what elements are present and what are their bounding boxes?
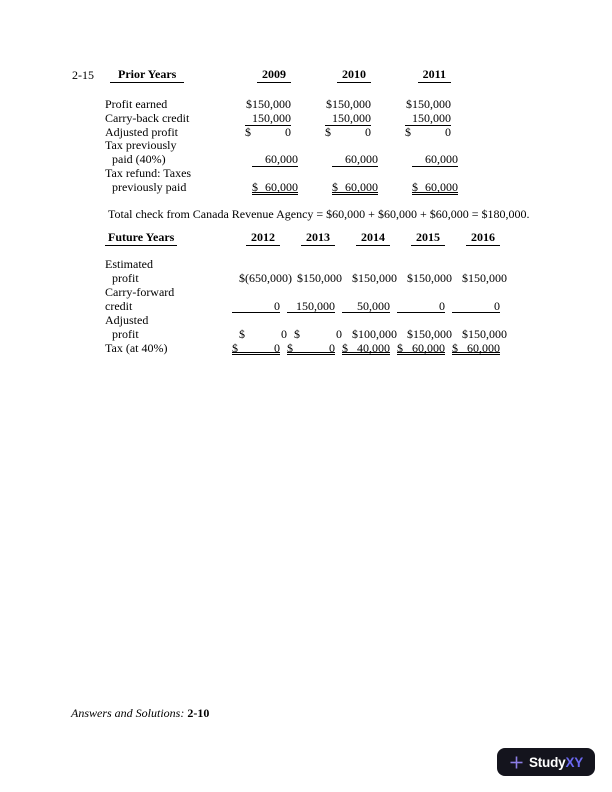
value-cell — [287, 341, 335, 355]
year-column-header — [287, 230, 335, 246]
year-label: 2016 — [466, 230, 500, 246]
table-row — [105, 139, 458, 153]
amount: 0 — [445, 124, 451, 139]
year-label: 2012 — [246, 230, 280, 246]
amount: 40,000 — [357, 341, 390, 355]
year-label: 2015 — [411, 230, 445, 246]
footer-page-ref: 2-10 — [187, 706, 210, 720]
value-cell: 60,000 — [412, 153, 458, 167]
table-row — [105, 327, 507, 341]
value-cell: 0 — [232, 299, 280, 313]
table-row — [105, 167, 458, 181]
value-cell: $150,000 — [297, 271, 342, 285]
row-label: Profit earned — [105, 97, 168, 111]
row-label: Tax previously — [105, 138, 177, 153]
value-cell: $150,000 — [326, 97, 371, 111]
dollar-sign: $ — [294, 327, 300, 341]
value-cell: $150,000 — [407, 271, 452, 285]
amount: 60,000 — [425, 179, 458, 194]
value-cell — [405, 126, 451, 140]
table-row — [105, 98, 458, 112]
value-cell — [397, 341, 445, 355]
value-cell: $150,000 — [406, 97, 451, 111]
dollar-sign: $ — [397, 341, 403, 355]
value-cell — [294, 327, 342, 341]
amount: 60,000 — [345, 179, 378, 194]
page-footer-note — [71, 706, 209, 720]
row-label: previously paid — [112, 179, 187, 194]
value-cell: 0 — [397, 299, 445, 313]
row-label: Adjusted profit — [105, 124, 178, 139]
footer-label: Answers and Solutions: — [71, 706, 185, 720]
year-column-header — [232, 230, 280, 246]
value-cell — [239, 327, 287, 341]
table-row — [105, 153, 458, 167]
row-label: Estimated — [105, 257, 153, 271]
value-cell — [245, 126, 291, 140]
table-row — [105, 313, 507, 327]
value-cell: $(650,000) — [239, 271, 292, 285]
value-cell: 60,000 — [252, 153, 298, 167]
year-label: 2014 — [356, 230, 390, 246]
table-row — [105, 341, 507, 355]
table-row — [105, 299, 507, 313]
row-label: Carry-back credit — [105, 110, 190, 125]
total-check-note: Total check from Canada Revenue Agency = $60,000 + $60,000 + $60,000 = $180,000. — [108, 207, 530, 221]
logo-wordmark — [529, 755, 583, 770]
year-column-header — [245, 67, 291, 83]
value-cell: $150,000 — [352, 271, 397, 285]
row-label: Adjusted — [105, 313, 149, 327]
value-cell — [325, 126, 371, 140]
dollar-sign: $ — [232, 341, 238, 355]
value-cell: 60,000 — [332, 153, 378, 167]
amount: 0 — [365, 124, 371, 139]
amount: 0 — [281, 327, 287, 341]
dollar-sign: $ — [325, 124, 331, 139]
year-column-header — [452, 230, 500, 246]
value-cell: $150,000 — [407, 327, 452, 341]
amount: 0 — [329, 341, 335, 355]
table-title: Prior Years — [110, 67, 184, 83]
year-column-header — [325, 67, 371, 83]
problem-number: 2-15 — [72, 68, 94, 82]
year-label: 2009 — [257, 67, 291, 83]
prior-years-table-header — [105, 67, 458, 83]
value-cell — [332, 181, 378, 195]
amount: 60,000 — [265, 179, 298, 194]
value-cell — [412, 181, 458, 195]
dollar-sign: $ — [405, 124, 411, 139]
logo-word-accent: XY — [565, 754, 584, 770]
value-cell: 50,000 — [342, 299, 390, 313]
year-label: 2013 — [301, 230, 335, 246]
row-label: Tax (at 40%) — [105, 341, 168, 355]
amount: 60,000 — [467, 341, 500, 355]
table-row — [105, 126, 458, 140]
year-column-header — [397, 230, 445, 246]
row-label: profit — [112, 271, 139, 285]
value-cell: 150,000 — [325, 112, 371, 126]
row-label: Tax refund: Taxes — [105, 165, 192, 180]
value-cell: 0 — [452, 299, 500, 313]
plus-icon — [509, 755, 524, 770]
year-column-header — [342, 230, 390, 246]
dollar-sign: $ — [287, 341, 293, 355]
dollar-sign: $ — [342, 341, 348, 355]
dollar-sign: $ — [332, 179, 338, 194]
value-cell: 150,000 — [245, 112, 291, 126]
prior-years-table-body — [105, 98, 458, 195]
table-row — [105, 285, 507, 299]
dollar-sign: $ — [412, 179, 418, 194]
row-label: paid (40%) — [112, 152, 166, 167]
value-cell — [252, 181, 298, 195]
table-title-cell — [105, 67, 211, 83]
value-cell — [232, 341, 280, 355]
table-row — [105, 271, 507, 285]
year-label: 2010 — [337, 67, 371, 83]
table-row — [105, 112, 458, 126]
value-cell: $150,000 — [246, 97, 291, 111]
studyxy-logo[interactable] — [497, 748, 595, 776]
amount: 0 — [274, 341, 280, 355]
value-cell: 150,000 — [287, 299, 335, 313]
value-cell: $150,000 — [462, 327, 507, 341]
value-cell — [342, 341, 390, 355]
logo-word-primary: Study — [528, 754, 566, 770]
row-label: Carry-forward — [105, 285, 175, 299]
value-cell: 150,000 — [405, 112, 451, 126]
row-label: credit — [105, 299, 133, 313]
dollar-sign: $ — [452, 341, 458, 355]
prior-years-table — [105, 67, 458, 195]
table-title-cell — [105, 230, 225, 246]
amount: 60,000 — [412, 341, 445, 355]
value-cell: $100,000 — [352, 327, 397, 341]
year-column-header — [405, 67, 451, 83]
dollar-sign: $ — [245, 124, 251, 139]
dollar-sign: $ — [252, 179, 258, 194]
table-title: Future Years — [105, 230, 177, 246]
future-years-table-header — [105, 230, 507, 246]
row-label: profit — [112, 327, 139, 341]
future-years-table — [105, 230, 507, 355]
value-cell — [452, 341, 500, 355]
year-label: 2011 — [418, 67, 451, 83]
amount: 0 — [336, 327, 342, 341]
table-row — [105, 181, 458, 195]
table-row — [105, 257, 507, 271]
amount: 0 — [285, 124, 291, 139]
future-years-table-body — [105, 257, 507, 355]
dollar-sign: $ — [239, 327, 245, 341]
value-cell: $150,000 — [462, 271, 507, 285]
